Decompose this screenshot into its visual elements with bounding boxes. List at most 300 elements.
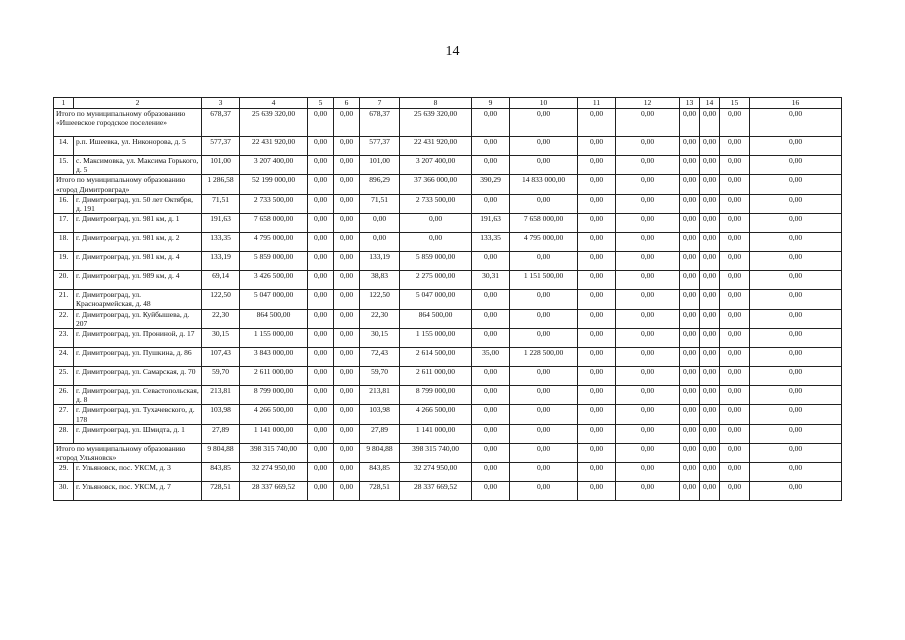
value-cell: 27,89: [202, 424, 240, 443]
value-cell: 0,00: [400, 214, 472, 233]
row-number: 24.: [54, 348, 74, 367]
value-cell: 0,00: [616, 252, 680, 271]
value-cell: 0,00: [720, 252, 750, 271]
value-cell: 0,00: [700, 233, 720, 252]
value-cell: 0,00: [308, 252, 334, 271]
value-cell: 0,00: [720, 309, 750, 328]
value-cell: 0,00: [308, 175, 334, 194]
value-cell: 4 266 500,00: [240, 405, 308, 424]
value-cell: 0,00: [308, 271, 334, 290]
address-cell: г. Ульяновск, пос. УКСМ, д. 7: [74, 482, 202, 501]
value-cell: 0,00: [700, 109, 720, 137]
value-cell: 0,00: [616, 109, 680, 137]
subtotal-label: Итого по муниципальному образованию «Ишеевское городское поселение»: [54, 109, 202, 137]
value-cell: 0,00: [510, 386, 578, 405]
row-number: 28.: [54, 424, 74, 443]
value-cell: 0,00: [750, 329, 842, 348]
value-cell: 0,00: [700, 309, 720, 328]
value-cell: 0,00: [510, 329, 578, 348]
value-cell: 0,00: [720, 348, 750, 367]
value-cell: 3 843 000,00: [240, 348, 308, 367]
value-cell: 0,00: [510, 309, 578, 328]
value-cell: 0,00: [510, 156, 578, 175]
table-row: [54, 463, 842, 482]
value-cell: 71,51: [202, 194, 240, 213]
subtotal-row: [54, 175, 842, 194]
value-cell: 0,00: [510, 463, 578, 482]
value-cell: 0,00: [680, 137, 700, 156]
value-cell: 0,00: [700, 194, 720, 213]
value-cell: 1 141 000,00: [400, 424, 472, 443]
value-cell: 0,00: [578, 290, 616, 309]
value-cell: 0,00: [680, 109, 700, 137]
address-cell: г. Димитровград, ул. Куйбышева, д. 207: [74, 309, 202, 328]
value-cell: 1 151 500,00: [510, 271, 578, 290]
value-cell: 5 859 000,00: [240, 252, 308, 271]
value-cell: 0,00: [616, 463, 680, 482]
value-cell: 0,00: [472, 109, 510, 137]
value-cell: 0,00: [720, 290, 750, 309]
column-header: 1: [54, 98, 74, 109]
value-cell: 0,00: [680, 386, 700, 405]
value-cell: 1 141 000,00: [240, 424, 308, 443]
value-cell: 14 833 000,00: [510, 175, 578, 194]
value-cell: 0,00: [578, 405, 616, 424]
value-cell: 728,51: [202, 482, 240, 501]
value-cell: 0,00: [720, 405, 750, 424]
value-cell: 0,00: [616, 309, 680, 328]
value-cell: 0,00: [720, 367, 750, 386]
value-cell: 133,19: [360, 252, 400, 271]
value-cell: 0,00: [578, 233, 616, 252]
value-cell: 35,00: [472, 348, 510, 367]
value-cell: 0,00: [750, 233, 842, 252]
value-cell: 398 315 740,00: [240, 443, 308, 462]
value-cell: 4 266 500,00: [400, 405, 472, 424]
value-cell: 0,00: [308, 233, 334, 252]
value-cell: 0,00: [700, 290, 720, 309]
value-cell: 0,00: [308, 290, 334, 309]
value-cell: 0,00: [578, 214, 616, 233]
value-cell: 107,43: [202, 348, 240, 367]
value-cell: 5 047 000,00: [400, 290, 472, 309]
value-cell: 9 804,88: [360, 443, 400, 462]
value-cell: 2 614 500,00: [400, 348, 472, 367]
value-cell: 30,15: [202, 329, 240, 348]
value-cell: 0,00: [616, 290, 680, 309]
value-cell: 5 047 000,00: [240, 290, 308, 309]
value-cell: 0,00: [472, 424, 510, 443]
table-row: [54, 329, 842, 348]
value-cell: 0,00: [680, 424, 700, 443]
value-cell: 0,00: [308, 348, 334, 367]
value-cell: 0,00: [700, 443, 720, 462]
value-cell: 896,29: [360, 175, 400, 194]
address-cell: с. Максимовка, ул. Максима Горького, д. 5: [74, 156, 202, 175]
page-number: 14: [445, 44, 460, 59]
value-cell: 0,00: [334, 156, 360, 175]
value-cell: 0,00: [334, 443, 360, 462]
table-row: [54, 405, 842, 424]
value-cell: 0,00: [308, 156, 334, 175]
subtotal-row: [54, 109, 842, 137]
row-number: 21.: [54, 290, 74, 309]
value-cell: 0,00: [750, 175, 842, 194]
value-cell: 0,00: [308, 463, 334, 482]
value-cell: 0,00: [700, 348, 720, 367]
subtotal-label: Итого по муниципальному образованию «город Димитровград»: [54, 175, 202, 194]
value-cell: 390,29: [472, 175, 510, 194]
value-cell: 0,00: [616, 386, 680, 405]
address-cell: г. Димитровград, ул. 981 км, д. 4: [74, 252, 202, 271]
value-cell: 0,00: [334, 194, 360, 213]
table-row: [54, 309, 842, 328]
row-number: 15.: [54, 156, 74, 175]
value-cell: 843,85: [360, 463, 400, 482]
value-cell: 0,00: [472, 290, 510, 309]
value-cell: 0,00: [616, 233, 680, 252]
value-cell: 0,00: [700, 252, 720, 271]
value-cell: 0,00: [578, 386, 616, 405]
value-cell: 0,00: [720, 156, 750, 175]
value-cell: 3 426 500,00: [240, 271, 308, 290]
value-cell: 25 639 320,00: [240, 109, 308, 137]
value-cell: 0,00: [680, 329, 700, 348]
value-cell: 0,00: [308, 309, 334, 328]
value-cell: 0,00: [510, 424, 578, 443]
value-cell: 133,19: [202, 252, 240, 271]
value-cell: 0,00: [400, 233, 472, 252]
value-cell: 28 337 669,52: [400, 482, 472, 501]
value-cell: 0,00: [616, 329, 680, 348]
value-cell: 0,00: [308, 137, 334, 156]
value-cell: 0,00: [308, 386, 334, 405]
value-cell: 213,81: [360, 386, 400, 405]
address-cell: р.п. Ишеевка, ул. Никонорова, д. 5: [74, 137, 202, 156]
value-cell: 0,00: [578, 348, 616, 367]
column-header: 8: [400, 98, 472, 109]
value-cell: 0,00: [616, 214, 680, 233]
value-cell: 0,00: [720, 109, 750, 137]
value-cell: 0,00: [700, 214, 720, 233]
value-cell: 191,63: [202, 214, 240, 233]
value-cell: 0,00: [334, 214, 360, 233]
value-cell: 22,30: [360, 309, 400, 328]
value-cell: 22 431 920,00: [400, 137, 472, 156]
value-cell: 843,85: [202, 463, 240, 482]
value-cell: 103,98: [202, 405, 240, 424]
table-row: [54, 214, 842, 233]
column-header: 14: [700, 98, 720, 109]
value-cell: 59,70: [360, 367, 400, 386]
value-cell: 0,00: [472, 463, 510, 482]
value-cell: 30,15: [360, 329, 400, 348]
row-number: 23.: [54, 329, 74, 348]
table-row: [54, 290, 842, 309]
value-cell: 0,00: [308, 194, 334, 213]
value-cell: 0,00: [308, 214, 334, 233]
value-cell: 4 795 000,00: [240, 233, 308, 252]
value-cell: 0,00: [680, 367, 700, 386]
column-header: 9: [472, 98, 510, 109]
value-cell: 0,00: [334, 482, 360, 501]
value-cell: 0,00: [578, 252, 616, 271]
value-cell: 0,00: [680, 214, 700, 233]
value-cell: 0,00: [334, 233, 360, 252]
row-number: 29.: [54, 463, 74, 482]
address-cell: г. Димитровград, ул. Красноармейская, д. 48: [74, 290, 202, 309]
value-cell: 0,00: [616, 175, 680, 194]
row-number: 16.: [54, 194, 74, 213]
value-cell: 0,00: [680, 233, 700, 252]
value-cell: 0,00: [472, 482, 510, 501]
column-header-row: [54, 98, 842, 109]
value-cell: 0,00: [334, 424, 360, 443]
value-cell: 0,00: [334, 271, 360, 290]
column-header: 13: [680, 98, 700, 109]
value-cell: 0,00: [680, 348, 700, 367]
value-cell: 0,00: [720, 271, 750, 290]
value-cell: 59,70: [202, 367, 240, 386]
value-cell: 864 500,00: [240, 309, 308, 328]
value-cell: 8 799 000,00: [400, 386, 472, 405]
value-cell: 0,00: [680, 309, 700, 328]
value-cell: 0,00: [308, 482, 334, 501]
value-cell: 0,00: [720, 214, 750, 233]
address-cell: г. Димитровград, ул. 50 лет Октября, д. 191: [74, 194, 202, 213]
value-cell: 7 658 000,00: [510, 214, 578, 233]
value-cell: 0,00: [334, 309, 360, 328]
value-cell: 0,00: [616, 443, 680, 462]
value-cell: 0,00: [308, 405, 334, 424]
value-cell: 0,00: [510, 137, 578, 156]
value-cell: 577,37: [360, 137, 400, 156]
row-number: 20.: [54, 271, 74, 290]
value-cell: 0,00: [472, 252, 510, 271]
value-cell: 30,31: [472, 271, 510, 290]
value-cell: 0,00: [510, 482, 578, 501]
value-cell: 577,37: [202, 137, 240, 156]
value-cell: 0,00: [750, 194, 842, 213]
value-cell: 0,00: [616, 424, 680, 443]
value-cell: 3 207 400,00: [240, 156, 308, 175]
value-cell: 0,00: [578, 271, 616, 290]
value-cell: 0,00: [578, 482, 616, 501]
value-cell: 0,00: [360, 214, 400, 233]
value-cell: 2 733 500,00: [400, 194, 472, 213]
value-cell: 0,00: [334, 252, 360, 271]
value-cell: 0,00: [616, 405, 680, 424]
value-cell: 0,00: [680, 463, 700, 482]
value-cell: 0,00: [472, 137, 510, 156]
table-body: [54, 98, 842, 501]
value-cell: 0,00: [750, 271, 842, 290]
value-cell: 22 431 920,00: [240, 137, 308, 156]
column-header: 4: [240, 98, 308, 109]
value-cell: 0,00: [680, 194, 700, 213]
value-cell: 25 639 320,00: [400, 109, 472, 137]
column-header: 15: [720, 98, 750, 109]
value-cell: 0,00: [334, 405, 360, 424]
value-cell: 0,00: [720, 463, 750, 482]
value-cell: 2 275 000,00: [400, 271, 472, 290]
value-cell: 1 228 500,00: [510, 348, 578, 367]
value-cell: 0,00: [700, 271, 720, 290]
value-cell: 0,00: [334, 137, 360, 156]
value-cell: 0,00: [578, 329, 616, 348]
row-number: 18.: [54, 233, 74, 252]
value-cell: 0,00: [308, 109, 334, 137]
value-cell: 0,00: [750, 348, 842, 367]
value-cell: 0,00: [578, 156, 616, 175]
value-cell: 213,81: [202, 386, 240, 405]
value-cell: 0,00: [472, 443, 510, 462]
value-cell: 0,00: [750, 386, 842, 405]
value-cell: 0,00: [334, 175, 360, 194]
value-cell: 0,00: [750, 109, 842, 137]
value-cell: 101,00: [360, 156, 400, 175]
value-cell: 0,00: [334, 367, 360, 386]
value-cell: 133,35: [472, 233, 510, 252]
value-cell: 0,00: [700, 482, 720, 501]
column-header: 10: [510, 98, 578, 109]
value-cell: 69,14: [202, 271, 240, 290]
value-cell: 0,00: [360, 233, 400, 252]
value-cell: 0,00: [720, 482, 750, 501]
value-cell: 2 611 000,00: [240, 367, 308, 386]
value-cell: 0,00: [750, 214, 842, 233]
table-row: [54, 137, 842, 156]
value-cell: 9 804,88: [202, 443, 240, 462]
value-cell: 0,00: [472, 309, 510, 328]
value-cell: 0,00: [472, 386, 510, 405]
value-cell: 27,89: [360, 424, 400, 443]
value-cell: 72,43: [360, 348, 400, 367]
value-cell: 191,63: [472, 214, 510, 233]
address-cell: г. Димитровград, ул. Шмидта, д. 1: [74, 424, 202, 443]
value-cell: 0,00: [616, 156, 680, 175]
value-cell: 0,00: [700, 367, 720, 386]
value-cell: 7 658 000,00: [240, 214, 308, 233]
value-cell: 678,37: [360, 109, 400, 137]
value-cell: 0,00: [750, 443, 842, 462]
address-cell: г. Димитровград, ул. Тухачевского, д. 178: [74, 405, 202, 424]
column-header: 7: [360, 98, 400, 109]
table-row: [54, 386, 842, 405]
value-cell: 133,35: [202, 233, 240, 252]
value-cell: 0,00: [700, 329, 720, 348]
table-row: [54, 482, 842, 501]
row-number: 26.: [54, 386, 74, 405]
value-cell: 0,00: [578, 137, 616, 156]
value-cell: 4 795 000,00: [510, 233, 578, 252]
value-cell: 0,00: [750, 424, 842, 443]
value-cell: 0,00: [750, 156, 842, 175]
value-cell: 122,50: [202, 290, 240, 309]
value-cell: 1 155 000,00: [400, 329, 472, 348]
value-cell: 0,00: [334, 463, 360, 482]
value-cell: 103,98: [360, 405, 400, 424]
column-header: 12: [616, 98, 680, 109]
value-cell: 0,00: [720, 443, 750, 462]
value-cell: 0,00: [510, 443, 578, 462]
value-cell: 0,00: [334, 386, 360, 405]
value-cell: 0,00: [680, 290, 700, 309]
value-cell: 0,00: [308, 424, 334, 443]
address-cell: г. Димитровград, ул. Севастопольская, д. 8: [74, 386, 202, 405]
value-cell: 0,00: [578, 309, 616, 328]
value-cell: 0,00: [720, 233, 750, 252]
value-cell: 0,00: [700, 424, 720, 443]
table-row: [54, 252, 842, 271]
value-cell: 0,00: [510, 290, 578, 309]
row-number: 27.: [54, 405, 74, 424]
value-cell: 0,00: [616, 482, 680, 501]
data-table: [53, 97, 842, 501]
value-cell: 122,50: [360, 290, 400, 309]
table-row: [54, 233, 842, 252]
value-cell: 0,00: [616, 194, 680, 213]
value-cell: 0,00: [750, 463, 842, 482]
column-header: 3: [202, 98, 240, 109]
value-cell: 0,00: [510, 367, 578, 386]
value-cell: 0,00: [578, 424, 616, 443]
address-cell: г. Димитровград, ул. 989 км, д. 4: [74, 271, 202, 290]
value-cell: 37 366 000,00: [400, 175, 472, 194]
value-cell: 0,00: [750, 309, 842, 328]
value-cell: 0,00: [680, 175, 700, 194]
value-cell: 1 286,58: [202, 175, 240, 194]
value-cell: 0,00: [700, 386, 720, 405]
table-row: [54, 348, 842, 367]
value-cell: 2 611 000,00: [400, 367, 472, 386]
value-cell: 0,00: [720, 194, 750, 213]
value-cell: 0,00: [750, 290, 842, 309]
value-cell: 0,00: [720, 386, 750, 405]
value-cell: 0,00: [510, 405, 578, 424]
value-cell: 32 274 950,00: [240, 463, 308, 482]
value-cell: 0,00: [720, 329, 750, 348]
value-cell: 8 799 000,00: [240, 386, 308, 405]
value-cell: 0,00: [334, 348, 360, 367]
address-cell: г. Димитровград, ул. Самарская, д. 70: [74, 367, 202, 386]
value-cell: 0,00: [750, 137, 842, 156]
address-cell: г. Димитровград, ул. Пушкина, д. 86: [74, 348, 202, 367]
value-cell: 0,00: [472, 329, 510, 348]
value-cell: 52 199 000,00: [240, 175, 308, 194]
value-cell: 0,00: [700, 463, 720, 482]
value-cell: 0,00: [308, 329, 334, 348]
value-cell: 0,00: [510, 194, 578, 213]
value-cell: 2 733 500,00: [240, 194, 308, 213]
value-cell: 0,00: [472, 156, 510, 175]
value-cell: 0,00: [680, 156, 700, 175]
value-cell: 0,00: [616, 348, 680, 367]
table-row: [54, 156, 842, 175]
value-cell: 0,00: [720, 424, 750, 443]
address-cell: г. Димитровград, ул. 981 км, д. 1: [74, 214, 202, 233]
value-cell: 1 155 000,00: [240, 329, 308, 348]
value-cell: 5 859 000,00: [400, 252, 472, 271]
subtotal-row: [54, 443, 842, 462]
value-cell: 0,00: [680, 271, 700, 290]
row-number: 30.: [54, 482, 74, 501]
value-cell: 0,00: [472, 194, 510, 213]
address-cell: г. Димитровград, ул. Прониной, д. 17: [74, 329, 202, 348]
value-cell: 0,00: [616, 271, 680, 290]
row-number: 19.: [54, 252, 74, 271]
value-cell: 0,00: [578, 463, 616, 482]
